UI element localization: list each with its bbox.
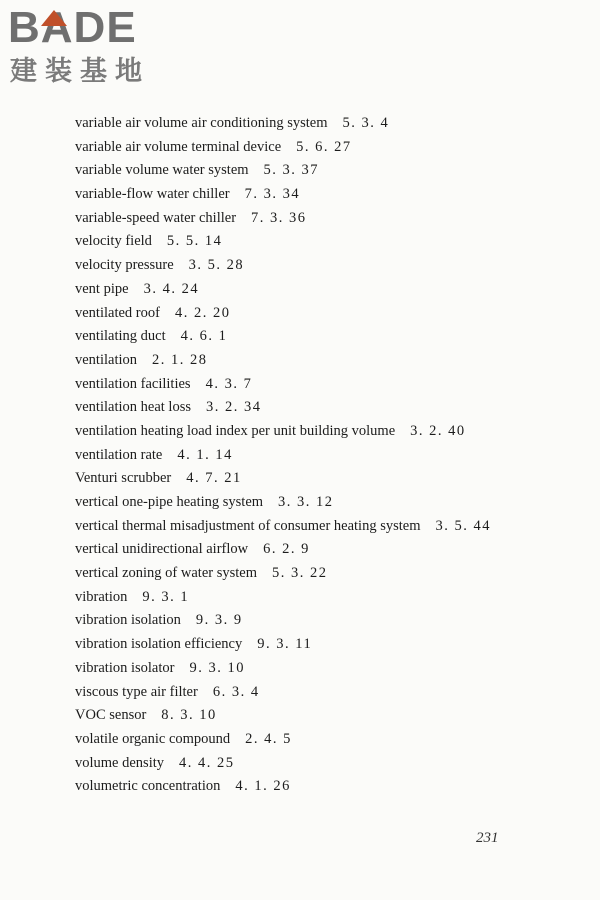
index-term: ventilation heat loss: [75, 399, 191, 416]
index-ref: 5. 6. 27: [296, 138, 352, 155]
index-ref: 4. 4. 25: [179, 754, 235, 771]
index-ref: 9. 3. 1: [142, 588, 190, 605]
index-ref: 3. 2. 34: [205, 399, 262, 416]
index-entry: [75, 562, 575, 586]
index-ref: 3. 5. 28: [188, 257, 245, 274]
index-term: volumetric concentration: [75, 778, 221, 795]
index-entry: [75, 775, 575, 799]
index-entry: [75, 207, 575, 231]
index-entry: [75, 752, 575, 776]
index-ref: 6. 2. 9: [263, 541, 310, 558]
index-term: velocity pressure: [75, 257, 174, 274]
index-ref: 9. 3. 10: [189, 659, 245, 676]
index-ref: 5. 5. 14: [166, 233, 223, 250]
index-entry: [75, 396, 575, 420]
index-ref: 7. 3. 36: [251, 209, 307, 226]
index-ref: 4. 2. 20: [174, 304, 231, 321]
index-term: vibration isolator: [75, 659, 175, 676]
index-ref: 3. 2. 40: [410, 422, 466, 439]
index-term: ventilation rate: [75, 446, 163, 463]
index-entry: [75, 183, 575, 207]
index-term: vertical one-pipe heating system: [75, 494, 264, 510]
index-term: viscous type air filter: [75, 683, 198, 700]
index-term: variable air volume terminal device: [75, 138, 282, 155]
index-entry: [75, 728, 575, 752]
index-term: velocity field: [75, 233, 152, 250]
index-ref: 4. 3. 7: [205, 375, 253, 392]
index-entry: [75, 420, 575, 444]
index-term: vent pipe: [75, 280, 129, 297]
index-entry: [75, 325, 575, 349]
bade-logo: [8, 4, 178, 92]
index-ref: 5. 3. 4: [342, 115, 390, 131]
index-term: ventilating duct: [75, 328, 166, 345]
index-term: ventilation facilities: [75, 375, 191, 392]
index-entry: [75, 681, 575, 705]
index-term: variable volume water system: [75, 162, 249, 179]
page-number: 231: [476, 830, 499, 846]
index-term: Venturi scrubber: [75, 470, 172, 487]
index-ref: 5. 3. 37: [263, 162, 320, 179]
index-term: variable-flow water chiller: [75, 186, 230, 203]
index-entry: [75, 159, 575, 183]
index-entry: [75, 657, 575, 681]
index-term: vertical unidirectional airflow: [75, 541, 249, 558]
index-entry: [75, 444, 575, 468]
index-term: ventilation: [75, 351, 138, 368]
index-term: vibration isolation: [75, 612, 181, 629]
index-term: variable air volume air conditioning system: [75, 115, 328, 131]
index-entry: [75, 609, 575, 633]
index-ref: 4. 1. 14: [177, 446, 233, 463]
index-ref: 9. 3. 9: [195, 612, 243, 629]
index-ref: 3. 4. 24: [143, 280, 200, 297]
index-entry: [75, 112, 575, 136]
index-entry: [75, 586, 575, 610]
logo-triangle-icon: [41, 10, 67, 26]
index-ref: 9. 3. 11: [257, 636, 313, 653]
index-ref: 2. 4. 5: [245, 730, 292, 747]
index-term: volume density: [75, 754, 165, 771]
index-term: ventilated roof: [75, 304, 160, 321]
index-ref: 6. 3. 4: [212, 683, 260, 700]
index-term: vertical zoning of water system: [75, 565, 257, 582]
index-ref: 3. 5. 44: [435, 517, 491, 534]
logo-subtitle: 建装基地: [10, 56, 150, 87]
index-term: variable-speed water chiller: [75, 209, 237, 226]
index-ref: 5. 3. 22: [272, 565, 328, 582]
index-term: ventilation heating load index per unit building volume: [75, 422, 396, 439]
index-term: volatile organic compound: [75, 730, 231, 747]
logo-wordmark: BADE: [8, 3, 137, 52]
index-entry: [75, 491, 575, 515]
index-ref: 3. 3. 12: [278, 494, 334, 510]
index-entry: [75, 254, 575, 278]
index-entry: [75, 704, 575, 728]
index-term: vibration isolation efficiency: [75, 636, 243, 653]
index-entry: [75, 515, 575, 539]
index-ref: 4. 1. 26: [235, 778, 291, 795]
index-entry: [75, 633, 575, 657]
index-list: [75, 112, 575, 799]
index-entry: [75, 302, 575, 326]
index-entry: [75, 349, 575, 373]
index-ref: 7. 3. 34: [244, 186, 301, 203]
index-ref: 2. 1. 28: [152, 351, 208, 368]
index-ref: 8. 3. 10: [161, 707, 217, 724]
index-term: VOC sensor: [75, 707, 147, 724]
index-term: vertical thermal misadjustment of consumer heating system: [75, 517, 421, 534]
index-entry: [75, 467, 575, 491]
index-ref: 4. 7. 21: [186, 470, 242, 487]
index-entry: [75, 230, 575, 254]
index-ref: 4. 6. 1: [180, 328, 228, 345]
index-entry: [75, 278, 575, 302]
index-entry: [75, 538, 575, 562]
index-term: vibration: [75, 588, 128, 605]
index-entry: [75, 373, 575, 397]
index-entry: [75, 136, 575, 160]
